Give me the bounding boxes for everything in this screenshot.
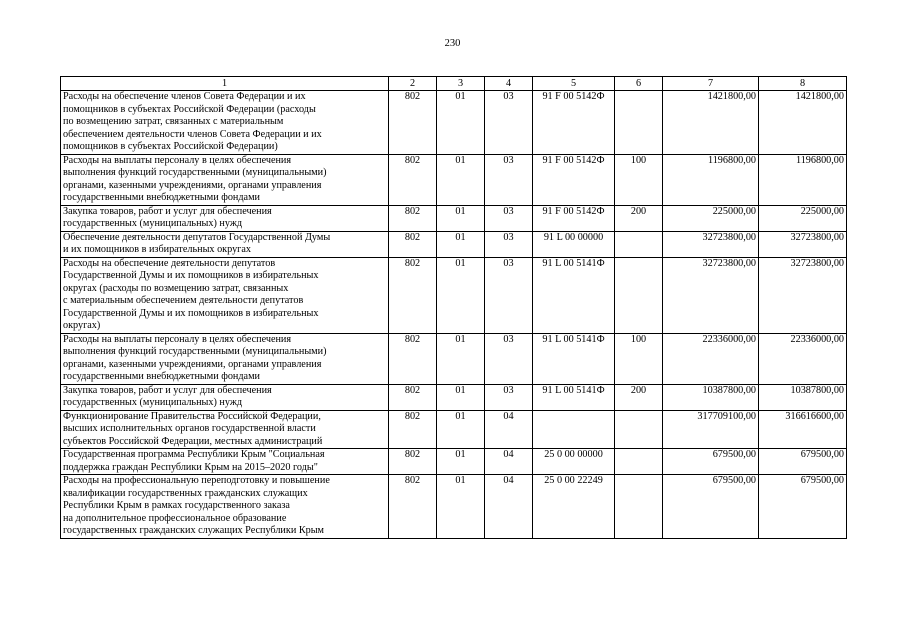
page-number: 230 (444, 38, 461, 49)
amount-col8: 22336000,00 (759, 333, 847, 384)
amount-col8: 1421800,00 (759, 91, 847, 155)
column-header: 8 (759, 77, 847, 91)
subsection-code: 04 (485, 475, 533, 539)
amount-col7: 32723800,00 (663, 257, 759, 333)
amount-col7: 10387800,00 (663, 384, 759, 410)
expense-name: Обеспечение деятельности депутатов Государственной Думы и их помощников в избирательных округах (61, 231, 389, 257)
expense-name: Расходы на обеспечение членов Совета Федерации и их помощников в субъектах Российской Федерации (расходы по возмещению затрат, связанных с материальным обеспечением деятельности членов Совета Федерации и их помощников в субъектах Российской Федерации) (61, 91, 389, 155)
amount-col8: 679500,00 (759, 449, 847, 475)
amount-col7: 679500,00 (663, 449, 759, 475)
amount-col8: 10387800,00 (759, 384, 847, 410)
ministry-code: 802 (389, 475, 437, 539)
section-code: 01 (437, 231, 485, 257)
column-header: 1 (61, 77, 389, 91)
budget-table (60, 76, 847, 539)
expense-name: Государственная программа Республики Крым "Социальная поддержка граждан Республики Крым на 2015–2020 годы" (61, 449, 389, 475)
ministry-code: 802 (389, 449, 437, 475)
amount-col8: 1196800,00 (759, 154, 847, 205)
amount-col7: 317709100,00 (663, 410, 759, 449)
expense-type-code: 100 (615, 333, 663, 384)
subsection-code: 04 (485, 449, 533, 475)
ministry-code: 802 (389, 410, 437, 449)
ministry-code: 802 (389, 154, 437, 205)
table-row (61, 333, 847, 384)
table-row (61, 257, 847, 333)
amount-col8: 225000,00 (759, 205, 847, 231)
column-header: 3 (437, 77, 485, 91)
section-code: 01 (437, 257, 485, 333)
amount-col7: 225000,00 (663, 205, 759, 231)
target-article-code: 91 L 00 5141Ф (533, 257, 615, 333)
expense-type-code (615, 449, 663, 475)
subsection-code: 03 (485, 231, 533, 257)
table-row (61, 384, 847, 410)
expense-name: Закупка товаров, работ и услуг для обеспечения государственных (муниципальных) нужд (61, 205, 389, 231)
header-row (61, 77, 847, 91)
ministry-code: 802 (389, 231, 437, 257)
amount-col8: 32723800,00 (759, 231, 847, 257)
expense-name: Расходы на выплаты персоналу в целях обеспечения выполнения функций государственными (муниципальными) органами, казенными учреждениями, органами управления государственными внебюджетными фондами (61, 333, 389, 384)
expense-type-code (615, 91, 663, 155)
amount-col7: 1421800,00 (663, 91, 759, 155)
subsection-code: 04 (485, 410, 533, 449)
section-code: 01 (437, 91, 485, 155)
target-article-code: 91 F 00 5142Ф (533, 91, 615, 155)
section-code: 01 (437, 333, 485, 384)
section-code: 01 (437, 475, 485, 539)
amount-col7: 679500,00 (663, 475, 759, 539)
amount-col7: 32723800,00 (663, 231, 759, 257)
expense-name: Закупка товаров, работ и услуг для обеспечения государственных (муниципальных) нужд (61, 384, 389, 410)
expense-name: Функционирование Правительства Российской Федерации, высших исполнительных органов государственной власти субъектов Российской Федерации, местных администраций (61, 410, 389, 449)
target-article-code: 25 0 00 00000 (533, 449, 615, 475)
expense-name: Расходы на обеспечение деятельности депутатов Государственной Думы и их помощников в избирательных округах (расходы по возмещению затрат, связанных с материальным обеспечением деятельности депутатов Государственной Думы и их помощников в избирательных округах) (61, 257, 389, 333)
subsection-code: 03 (485, 154, 533, 205)
section-code: 01 (437, 154, 485, 205)
target-article-code: 91 F 00 5142Ф (533, 205, 615, 231)
subsection-code: 03 (485, 333, 533, 384)
amount-col8: 679500,00 (759, 475, 847, 539)
subsection-code: 03 (485, 205, 533, 231)
expense-name: Расходы на профессиональную переподготовку и повышение квалификации государственных гражданских служащих Республики Крым в рамках государственного заказа на дополнительное профессиональное образование государственных гражданских служащих Республики Крым (61, 475, 389, 539)
expense-name: Расходы на выплаты персоналу в целях обеспечения выполнения функций государственными (муниципальными) органами, казенными учреждениями, органами управления государственными внебюджетными фондами (61, 154, 389, 205)
target-article-code (533, 410, 615, 449)
target-article-code: 25 0 00 22249 (533, 475, 615, 539)
target-article-code: 91 F 00 5142Ф (533, 154, 615, 205)
column-header: 4 (485, 77, 533, 91)
table-row (61, 410, 847, 449)
expense-type-code: 200 (615, 205, 663, 231)
amount-col7: 1196800,00 (663, 154, 759, 205)
table-row (61, 154, 847, 205)
column-header: 6 (615, 77, 663, 91)
expense-type-code: 200 (615, 384, 663, 410)
table-row (61, 475, 847, 539)
subsection-code: 03 (485, 257, 533, 333)
table-row (61, 449, 847, 475)
subsection-code: 03 (485, 384, 533, 410)
column-header: 5 (533, 77, 615, 91)
section-code: 01 (437, 205, 485, 231)
target-article-code: 91 L 00 5141Ф (533, 384, 615, 410)
amount-col7: 22336000,00 (663, 333, 759, 384)
ministry-code: 802 (389, 333, 437, 384)
amount-col8: 32723800,00 (759, 257, 847, 333)
ministry-code: 802 (389, 384, 437, 410)
expense-type-code (615, 410, 663, 449)
expense-type-code: 100 (615, 154, 663, 205)
subsection-code: 03 (485, 91, 533, 155)
target-article-code: 91 L 00 5141Ф (533, 333, 615, 384)
section-code: 01 (437, 410, 485, 449)
ministry-code: 802 (389, 205, 437, 231)
column-header: 2 (389, 77, 437, 91)
amount-col8: 316616600,00 (759, 410, 847, 449)
ministry-code: 802 (389, 257, 437, 333)
table-row (61, 231, 847, 257)
column-header: 7 (663, 77, 759, 91)
table-row (61, 205, 847, 231)
table-row (61, 91, 847, 155)
ministry-code: 802 (389, 91, 437, 155)
section-code: 01 (437, 449, 485, 475)
section-code: 01 (437, 384, 485, 410)
target-article-code: 91 L 00 00000 (533, 231, 615, 257)
expense-type-code (615, 257, 663, 333)
expense-type-code (615, 231, 663, 257)
expense-type-code (615, 475, 663, 539)
